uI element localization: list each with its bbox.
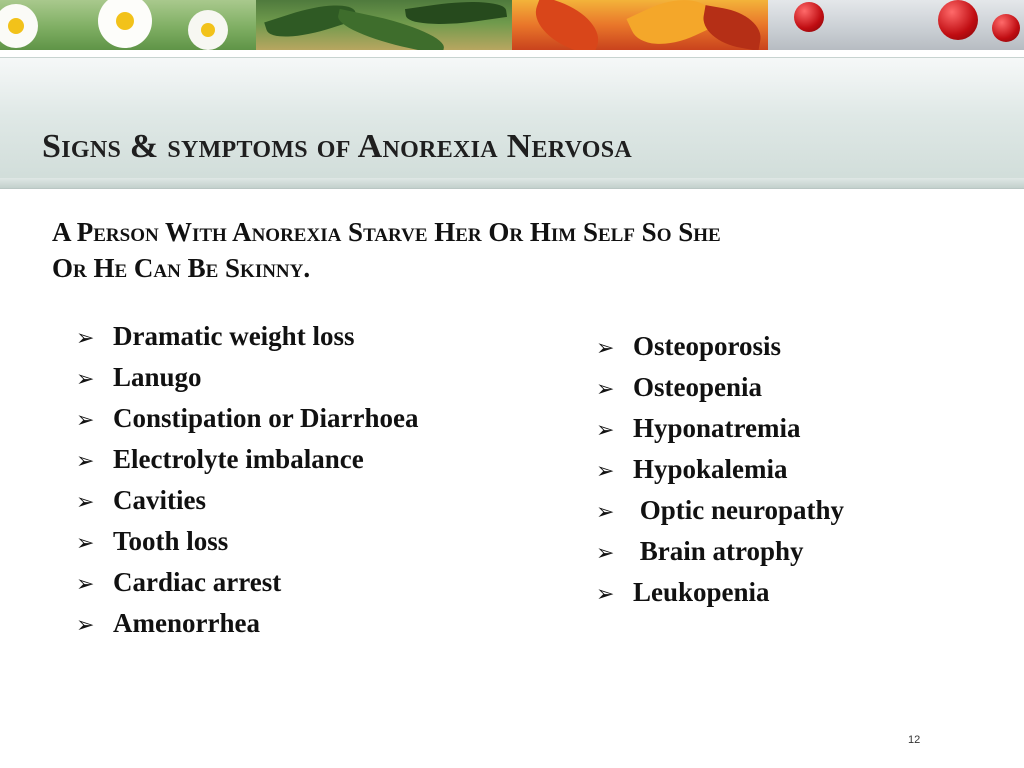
list-item-label: Optic neuropathy xyxy=(633,495,845,525)
list-item-label: Dramatic weight loss xyxy=(113,321,355,351)
arrow-bullet-icon: ➢ xyxy=(596,582,615,607)
arrow-bullet-icon: ➢ xyxy=(596,541,615,566)
list-item-label: Osteopenia xyxy=(633,372,763,402)
right-symptom-list xyxy=(596,326,844,613)
title-band-stripe xyxy=(0,178,1024,188)
arrow-bullet-icon: ➢ xyxy=(596,418,615,443)
list-item-label: Cardiac arrest xyxy=(113,567,282,597)
arrow-bullet-icon: ➢ xyxy=(596,459,615,484)
left-symptom-list xyxy=(76,316,419,644)
list-item xyxy=(76,480,419,521)
list-item-label: Tooth loss xyxy=(113,526,229,556)
arrow-bullet-icon: ➢ xyxy=(76,572,95,597)
list-item xyxy=(596,367,844,408)
list-item xyxy=(76,439,419,480)
page-number: 12 xyxy=(908,734,921,746)
list-item-label: Hyponatremia xyxy=(633,413,801,443)
list-item xyxy=(596,572,844,613)
list-item xyxy=(596,449,844,490)
arrow-bullet-icon: ➢ xyxy=(76,408,95,433)
summer-palm-leaves-image xyxy=(256,0,512,50)
list-item xyxy=(76,357,419,398)
list-item xyxy=(596,408,844,449)
arrow-bullet-icon: ➢ xyxy=(76,326,95,351)
slide-title: Signs & symptoms of Anorexia Nervosa xyxy=(42,128,633,165)
seasonal-banner xyxy=(0,0,1024,50)
list-item xyxy=(596,531,844,572)
list-item-label: Cavities xyxy=(113,485,206,515)
autumn-leaves-image xyxy=(512,0,768,50)
arrow-bullet-icon: ➢ xyxy=(596,336,615,361)
list-item xyxy=(596,490,844,531)
list-item-label: Brain atrophy xyxy=(633,536,804,566)
spring-daisies-image xyxy=(0,0,256,50)
list-item-label: Amenorrhea xyxy=(113,608,260,638)
list-item-label: Constipation or Diarrhoea xyxy=(113,403,419,433)
list-item-label: Leukopenia xyxy=(633,577,770,607)
arrow-bullet-icon: ➢ xyxy=(76,531,95,556)
list-item-label: Electrolyte imbalance xyxy=(113,444,364,474)
arrow-bullet-icon: ➢ xyxy=(596,500,615,525)
list-item xyxy=(76,398,419,439)
arrow-bullet-icon: ➢ xyxy=(596,377,615,402)
list-item xyxy=(76,562,419,603)
slide-subtitle: A Person With Anorexia Starve Her Or Him Self So She Or He Can Be Skinny. xyxy=(52,217,721,283)
arrow-bullet-icon: ➢ xyxy=(76,449,95,474)
arrow-bullet-icon: ➢ xyxy=(76,367,95,392)
list-item xyxy=(76,521,419,562)
list-item-label: Hypokalemia xyxy=(633,454,788,484)
winter-berries-image xyxy=(768,0,1024,50)
list-item xyxy=(76,603,419,644)
arrow-bullet-icon: ➢ xyxy=(76,490,95,515)
list-item xyxy=(76,316,419,357)
arrow-bullet-icon: ➢ xyxy=(76,613,95,638)
list-item-label: Osteoporosis xyxy=(633,331,782,361)
list-item xyxy=(596,326,844,367)
title-band xyxy=(0,57,1024,189)
list-item-label: Lanugo xyxy=(113,362,202,392)
